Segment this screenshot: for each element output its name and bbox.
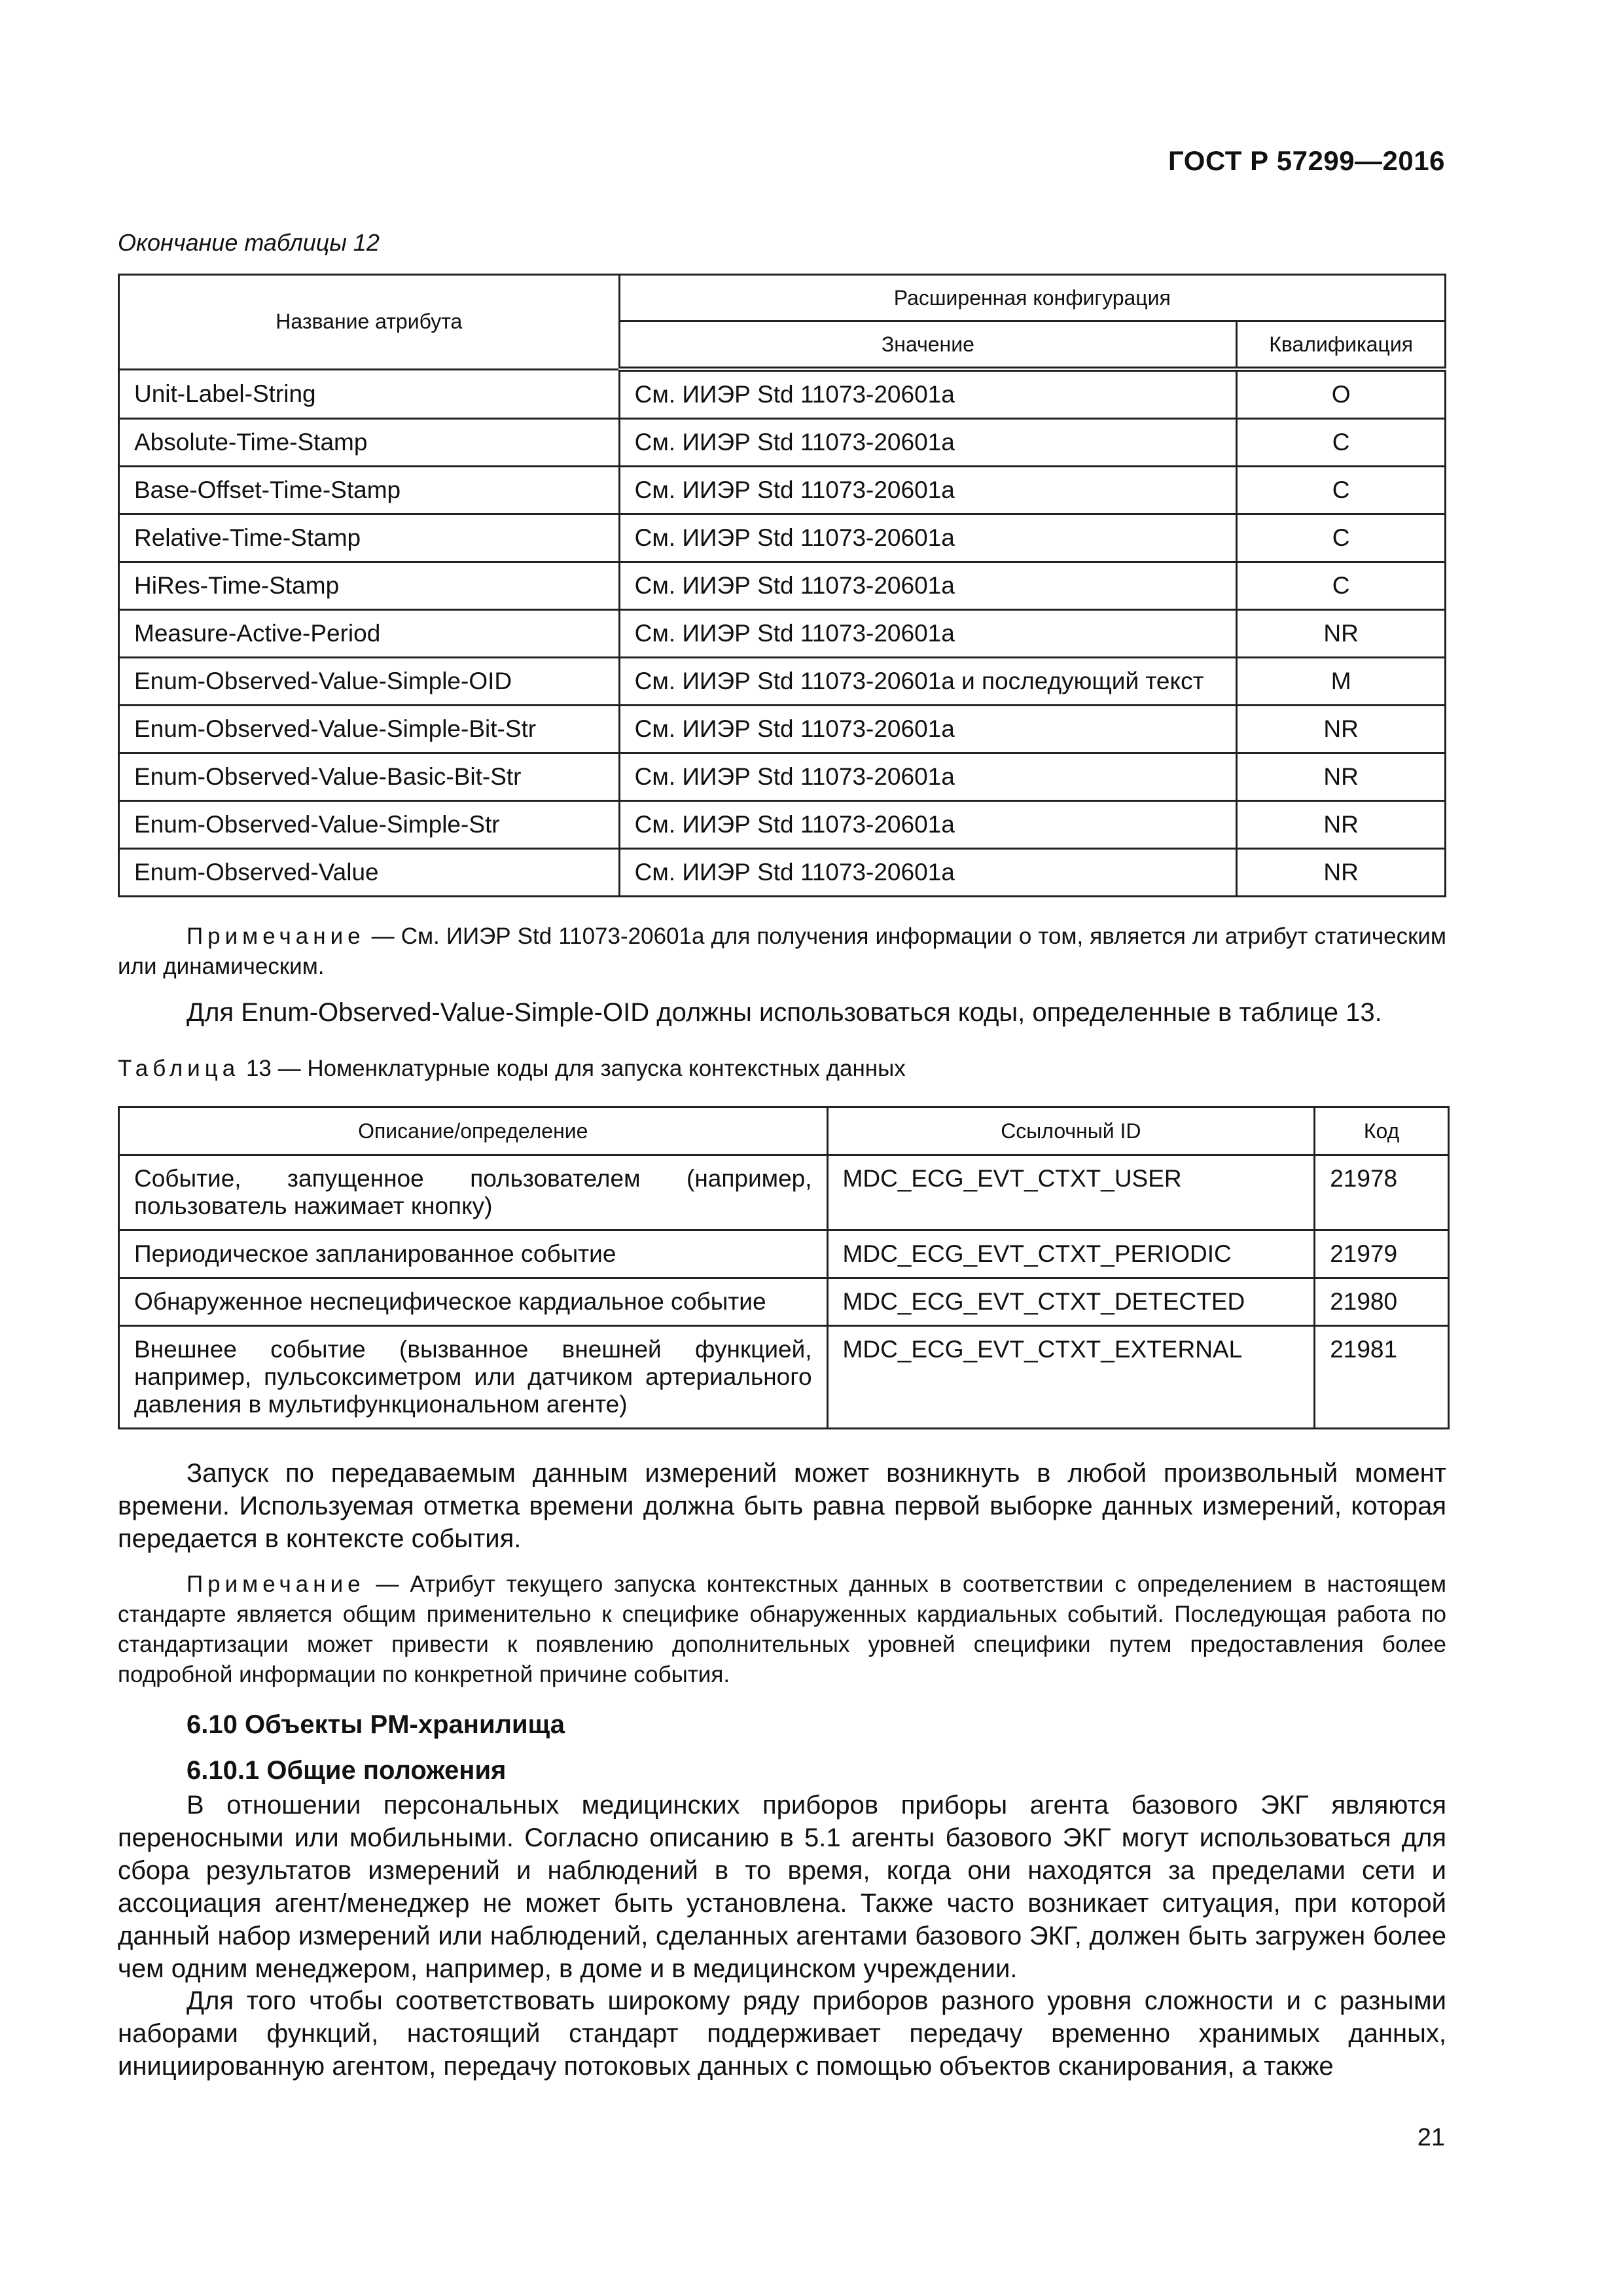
table13-caption-label: Таблица (118, 1056, 240, 1081)
cell-value: См. ИИЭР Std 11073-20601а (619, 467, 1237, 514)
cell-value: См. ИИЭР Std 11073-20601а (619, 562, 1237, 610)
header-attribute-name: Название атрибута (119, 275, 620, 370)
table12-body (119, 369, 1446, 897)
header-value: Значение (619, 321, 1237, 370)
cell-reference-id: MDC_ECG_EVT_CTXT_DETECTED (827, 1278, 1315, 1326)
table-row (119, 369, 1446, 419)
document-id: ГОСТ Р 57299—2016 (1168, 145, 1445, 176)
table-row (119, 658, 1446, 706)
cell-attribute: Enum-Observed-Value (119, 849, 620, 897)
table13-caption (118, 1056, 906, 1082)
cell-value: См. ИИЭР Std 11073-20601а (619, 706, 1237, 753)
note-text: — См. ИИЭР Std 11073-20601а для получения информации о том, является ли атрибут статическим или динамическим. (118, 924, 1446, 979)
table-row (119, 849, 1446, 897)
cell-attribute: Enum-Observed-Value-Simple-OID (119, 658, 620, 706)
cell-value: См. ИИЭР Std 11073-20601а (619, 419, 1237, 467)
cell-value: См. ИИЭР Std 11073-20601а (619, 849, 1237, 897)
table-row (119, 1278, 1449, 1326)
note-text: — Атрибут текущего запуска контекстных данных в соответствии с определением в настоящем стандарте является общим применительно к специфике обнаруженных кардиальных событий. Последующая работа по стандартизации может привести к появлению дополнительных уровней специфики путем предоставления более подробной информации по конкретной причине события. (118, 1571, 1446, 1687)
paragraph-text: Для того чтобы соответствовать широкому ряду приборов разного уровня сложности и с разными наборами функций, настоящий стандарт поддерживает передачу временно хранимых данных, инициированную агентом, передачу потоковых данных с помощью объектов сканирования, а также (118, 1986, 1446, 2081)
table-row (119, 801, 1446, 849)
table-row (119, 1155, 1449, 1230)
cell-qualification: O (1237, 369, 1446, 419)
table-row (119, 514, 1446, 562)
header-qualification: Квалификация (1237, 321, 1446, 370)
cell-qualification: NR (1237, 801, 1446, 849)
cell-value: См. ИИЭР Std 11073-20601а (619, 514, 1237, 562)
paragraph-text: В отношении персональных медицинских приборов приборы агента базового ЭКГ являются переносными или мобильными. Согласно описанию в 5.1 агенты базового ЭКГ могут использоваться для сбора результатов измерений и наблюдений в то время, когда они находятся за пределами сети и ассоциация агент/менеджер не может быть установлена. Также часто возникает ситуация, при которой данный набор измерений или наблюдений, сделанных агентами базового ЭКГ, должен быть загружен более чем одним менеджером, например, в доме и в медицинском учреждении. (118, 1791, 1446, 1983)
table-13 (118, 1106, 1450, 1429)
cell-description: Внешнее событие (вызванное внешней функцией, например, пульсоксиметром или датчиком артериального давления в мультифункциональном агенте) (119, 1326, 828, 1429)
cell-code: 21980 (1315, 1278, 1449, 1326)
section-heading: 6.10 Объекты PM-хранилища (187, 1710, 565, 1739)
table-row (119, 610, 1446, 658)
paragraph-text: Запуск по передаваемым данным измерений может возникнуть в любой произвольный момент времени. Используемая отметка времени должна быть равна первой выборке данных измерений, которая передается в контексте события. (118, 1459, 1446, 1553)
paragraph-section-1 (118, 1789, 1446, 1985)
cell-qualification: NR (1237, 610, 1446, 658)
cell-qualification: M (1237, 658, 1446, 706)
subsection-heading: 6.10.1 Общие положения (187, 1756, 507, 1785)
header-reference-id: Ссылочный ID (827, 1107, 1315, 1155)
table-row (119, 419, 1446, 467)
cell-attribute: Enum-Observed-Value-Basic-Bit-Str (119, 753, 620, 801)
cell-qualification: C (1237, 562, 1446, 610)
paragraph-launch (118, 1457, 1446, 1555)
cell-attribute: Relative-Time-Stamp (119, 514, 620, 562)
table-row (119, 1230, 1449, 1278)
cell-value: См. ИИЭР Std 11073-20601а и последующий текст (619, 658, 1237, 706)
note-label: Примечание (187, 1571, 365, 1597)
table-row (119, 706, 1446, 753)
cell-attribute: Absolute-Time-Stamp (119, 419, 620, 467)
table-row (119, 562, 1446, 610)
cell-attribute: Base-Offset-Time-Stamp (119, 467, 620, 514)
table13-body (119, 1155, 1449, 1429)
cell-qualification: C (1237, 467, 1446, 514)
note-label: Примечание (187, 924, 365, 949)
header-code: Код (1315, 1107, 1449, 1155)
cell-attribute: Enum-Observed-Value-Simple-Bit-Str (119, 706, 620, 753)
header-description: Описание/определение (119, 1107, 828, 1155)
note-2 (118, 1570, 1446, 1690)
table-row (119, 753, 1446, 801)
cell-qualification: NR (1237, 753, 1446, 801)
cell-reference-id: MDC_ECG_EVT_CTXT_PERIODIC (827, 1230, 1315, 1278)
paragraph-enum-codes (118, 996, 1446, 1029)
cell-qualification: C (1237, 514, 1446, 562)
cell-value: См. ИИЭР Std 11073-20601а (619, 801, 1237, 849)
paragraph-section-2 (118, 1984, 1446, 2083)
paragraph-text: Для Enum-Observed-Value-Simple-OID должны использоваться коды, определенные в таблице 13. (187, 998, 1382, 1027)
page-number: 21 (1417, 2124, 1445, 2151)
cell-value: См. ИИЭР Std 11073-20601а (619, 753, 1237, 801)
table-row (119, 467, 1446, 514)
cell-attribute: Unit-Label-String (119, 369, 620, 419)
cell-description: Периодическое запланированное событие (119, 1230, 828, 1278)
cell-qualification: NR (1237, 706, 1446, 753)
note-1 (118, 922, 1446, 982)
cell-attribute: HiRes-Time-Stamp (119, 562, 620, 610)
cell-attribute: Measure-Active-Period (119, 610, 620, 658)
cell-value: См. ИИЭР Std 11073-20601а (619, 610, 1237, 658)
table13-caption-text: 13 — Номенклатурные коды для запуска контекстных данных (245, 1056, 906, 1081)
cell-reference-id: MDC_ECG_EVT_CTXT_EXTERNAL (827, 1326, 1315, 1429)
cell-description: Обнаруженное неспецифическое кардиальное событие (119, 1278, 828, 1326)
cell-value: См. ИИЭР Std 11073-20601а (619, 369, 1237, 419)
cell-qualification: NR (1237, 849, 1446, 897)
cell-attribute: Enum-Observed-Value-Simple-Str (119, 801, 620, 849)
table12-caption: Окончание таблицы 12 (118, 229, 380, 256)
table-row (119, 1326, 1449, 1429)
cell-code: 21981 (1315, 1326, 1449, 1429)
cell-description: Событие, запущенное пользователем (например, пользователь нажимает кнопку) (119, 1155, 828, 1230)
cell-code: 21978 (1315, 1155, 1449, 1230)
cell-code: 21979 (1315, 1230, 1449, 1278)
cell-reference-id: MDC_ECG_EVT_CTXT_USER (827, 1155, 1315, 1230)
table-12 (118, 274, 1446, 897)
header-extended-config: Расширенная конфигурация (619, 275, 1445, 321)
cell-qualification: C (1237, 419, 1446, 467)
